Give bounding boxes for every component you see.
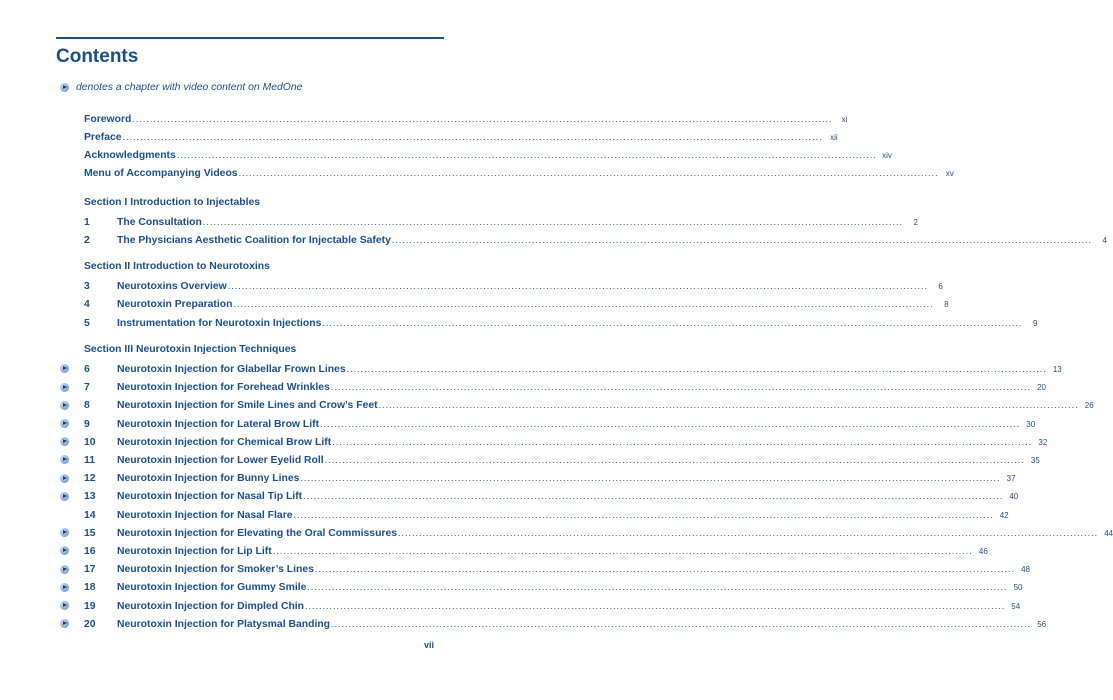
toc-entry-line: [117, 473, 1016, 485]
video-play-icon[interactable]: [60, 619, 69, 628]
dot-leader: ........................................................................................................................................................................................................: [202, 216, 903, 227]
chapter-number: 12: [84, 473, 96, 485]
page-number-ref: 46: [978, 546, 988, 556]
page-number-ref: 50: [1013, 583, 1023, 593]
chapter-number: 9: [84, 418, 90, 430]
chapter-number: 10: [84, 436, 96, 448]
toc-chapter-entry[interactable]: [60, 416, 1036, 432]
page-number-ref: 40: [1009, 492, 1019, 502]
dot-leader: ........................................................................................................................................................................................................: [331, 618, 1032, 629]
toc-entry-line: [117, 400, 1094, 412]
page-title: Contents: [56, 46, 139, 67]
chapter-title[interactable]: Neurotoxin Injection for Glabellar Frown Lines: [117, 363, 346, 375]
section-heading: Section I Introduction to Injectables: [84, 196, 261, 208]
toc-chapter-entry[interactable]: [60, 452, 1040, 468]
page-number-ref: 42: [999, 510, 1009, 520]
toc-chapter-entry[interactable]: [60, 507, 1009, 523]
chapter-number: 15: [84, 527, 96, 539]
chapter-number: 8: [84, 400, 90, 412]
toc-front-matter-entry[interactable]: [60, 166, 954, 182]
toc-chapter-entry[interactable]: [60, 232, 1107, 248]
page-number-ref: 35: [1030, 455, 1040, 465]
page-number-ref: 56: [1037, 619, 1047, 629]
page-number-ref: xiv: [882, 150, 892, 160]
toc-entry-line: [117, 582, 1023, 594]
chapter-title[interactable]: Neurotoxin Injection for Platysmal Banding: [117, 618, 331, 630]
toc-entry-line: [84, 113, 848, 125]
video-play-icon[interactable]: [60, 492, 69, 501]
chapter-title[interactable]: Neurotoxin Injection for Bunny Lines: [117, 473, 300, 485]
dot-leader: ........................................................................................................................................................................................................: [132, 113, 833, 124]
video-play-icon: [60, 83, 69, 92]
chapter-number: 17: [84, 564, 96, 576]
toc-chapter-entry[interactable]: [60, 380, 1046, 396]
page-number-ref: 26: [1084, 401, 1094, 411]
chapter-title[interactable]: Neurotoxin Injection for Nasal Flare: [117, 509, 293, 521]
page-number-ref: xi: [841, 114, 848, 124]
video-play-icon[interactable]: [60, 474, 69, 483]
chapter-title[interactable]: Neurotoxin Injection for Chemical Brow Lift: [117, 436, 332, 448]
dot-leader: ........................................................................................................................................................................................................: [391, 234, 1092, 245]
chapter-number: 3: [84, 281, 90, 293]
dot-leader: ........................................................................................................................................................................................................: [176, 149, 877, 160]
chapter-title[interactable]: Neurotoxin Preparation: [117, 299, 233, 311]
toc-entry-line: [117, 454, 1040, 466]
chapter-title[interactable]: The Consultation: [117, 216, 202, 228]
toc-entry-line: [117, 600, 1021, 612]
toc-chapter-entry[interactable]: [60, 580, 1023, 596]
legend-text: denotes a chapter with video content on MedOne: [76, 81, 303, 93]
chapter-number: 5: [84, 317, 90, 329]
page-number: vii: [424, 640, 435, 650]
dot-leader: ........................................................................................................................................................................................................: [233, 299, 934, 310]
chapter-number: 19: [84, 600, 96, 612]
video-play-icon[interactable]: [60, 565, 69, 574]
video-play-icon[interactable]: [60, 455, 69, 464]
dot-leader: ........................................................................................................................................................................................................: [332, 436, 1033, 447]
chapter-title[interactable]: Neurotoxin Injection for Elevating the Oral Commissures: [117, 527, 398, 539]
page-number-ref: 48: [1021, 565, 1030, 575]
chapter-title[interactable]: Neurotoxin Injection for Smile Lines and Crow’s Feet: [117, 400, 378, 412]
chapter-number: 20: [84, 618, 96, 630]
chapter-title[interactable]: Neurotoxin Injection for Lip Lift: [117, 545, 272, 557]
chapter-title[interactable]: Instrumentation for Neurotoxin Injections: [117, 317, 322, 329]
dot-leader: ........................................................................................................................................................................................................: [303, 491, 1004, 502]
section-heading: Section III Neurotoxin Injection Techniques: [84, 344, 297, 356]
toc-chapter-entry[interactable]: [60, 598, 1021, 614]
dot-leader: ........................................................................................................................................................................................................: [227, 281, 928, 292]
toc-front-matter-entry[interactable]: [60, 129, 838, 145]
video-play-icon[interactable]: [60, 383, 69, 392]
toc-chapter-entry[interactable]: [60, 297, 949, 313]
page-number-ref: 6: [938, 282, 943, 292]
chapter-number: 11: [84, 454, 95, 466]
dot-leader: ........................................................................................................................................................................................................: [314, 564, 1015, 575]
dot-leader: ........................................................................................................................................................................................................: [346, 363, 1047, 374]
dot-leader: ........................................................................................................................................................................................................: [122, 131, 823, 142]
dot-leader: ........................................................................................................................................................................................................: [307, 582, 1008, 593]
chapter-title[interactable]: The Physicians Aesthetic Coalition for Injectable Safety: [117, 234, 391, 246]
toc-entry-line: [117, 382, 1046, 394]
toc-entry-line: [117, 418, 1036, 430]
chapter-title[interactable]: Neurotoxin Injection for Gummy Smile: [117, 582, 307, 594]
page-number-ref: 9: [1033, 318, 1038, 328]
page-number-ref: 32: [1038, 437, 1048, 447]
page-number-ref: 30: [1026, 419, 1036, 429]
toc-chapter-entry[interactable]: [60, 471, 1016, 487]
toc-entry-line: [117, 363, 1062, 375]
toc-entry-line: [117, 299, 949, 311]
front-matter-title[interactable]: Preface: [84, 131, 122, 143]
dot-leader: ........................................................................................................................................................................................................: [378, 400, 1079, 411]
dot-leader: ........................................................................................................................................................................................................: [322, 317, 1023, 328]
video-play-icon[interactable]: [60, 528, 69, 537]
chapter-number: 1: [84, 216, 90, 228]
chapter-number: 2: [84, 234, 90, 246]
toc-chapter-entry[interactable]: [60, 434, 1048, 450]
video-play-icon[interactable]: [60, 601, 69, 610]
dot-leader: ........................................................................................................................................................................................................: [293, 509, 994, 520]
video-play-icon[interactable]: [60, 364, 69, 373]
toc-chapter-entry[interactable]: [60, 489, 1019, 505]
page-number-ref: 2: [913, 217, 918, 227]
toc-entry-line: [117, 317, 1038, 329]
chapter-title[interactable]: Neurotoxin Injection for Nasal Tip Lift: [117, 491, 303, 503]
toc-chapter-entry[interactable]: [60, 398, 1094, 414]
dot-leader: ........................................................................................................................................................................................................: [305, 600, 1006, 611]
toc-entry-line: [117, 491, 1019, 503]
chapter-title[interactable]: Neurotoxin Injection for Smoker’s Lines: [117, 564, 314, 576]
page-number-ref: 8: [944, 300, 949, 310]
chapter-title[interactable]: Neurotoxin Injection for Forehead Wrinkles: [117, 382, 330, 394]
chapter-number: 16: [84, 545, 96, 557]
toc-entry-line: [117, 545, 988, 557]
toc-entry-line: [117, 564, 1030, 576]
page-number-ref: 20: [1037, 383, 1046, 393]
top-rule: [56, 37, 444, 39]
toc-entry-line: [117, 216, 918, 228]
page-number-ref: xii: [830, 132, 838, 142]
toc-chapter-entry[interactable]: [60, 315, 1038, 331]
toc-entry-line: [117, 618, 1047, 630]
dot-leader: ........................................................................................................................................................................................................: [324, 454, 1025, 465]
toc-entry-line: [84, 149, 892, 161]
video-play-icon[interactable]: [60, 437, 69, 446]
page-number-ref: xv: [945, 169, 954, 179]
dot-leader: ........................................................................................................................................................................................................: [300, 473, 1001, 484]
chapter-number: 13: [84, 491, 96, 503]
toc-entry-line: [117, 509, 1009, 521]
chapter-title[interactable]: Neurotoxin Injection for Dimpled Chin: [117, 600, 305, 612]
chapter-title[interactable]: Neurotoxin Injection for Lower Eyelid Roll: [117, 454, 324, 466]
chapter-title[interactable]: Neurotoxins Overview: [117, 281, 227, 293]
dot-leader: ........................................................................................................................................................................................................: [272, 545, 973, 556]
toc-chapter-entry[interactable]: [60, 525, 1113, 541]
chapter-number: 7: [84, 382, 90, 394]
video-play-icon[interactable]: [60, 419, 69, 428]
toc-entry-line: [117, 234, 1107, 246]
front-matter-title[interactable]: Menu of Accompanying Videos: [84, 168, 238, 180]
toc-chapter-entry[interactable]: [60, 616, 1047, 632]
video-play-icon[interactable]: [60, 583, 69, 592]
toc-chapter-entry[interactable]: [60, 562, 1030, 578]
page-number-ref: 37: [1006, 474, 1016, 484]
toc-entry-line: [84, 131, 838, 143]
section-heading: Section II Introduction to Neurotoxins: [84, 261, 270, 273]
dot-leader: ........................................................................................................................................................................................................: [320, 418, 1021, 429]
chapter-number: 14: [84, 509, 96, 521]
toc-front-matter-entry[interactable]: [60, 111, 848, 127]
toc-entry-line: [84, 168, 954, 180]
dot-leader: ........................................................................................................................................................................................................: [238, 168, 939, 179]
front-matter-title[interactable]: Acknowledgments: [84, 149, 176, 161]
chapter-number: 6: [84, 363, 90, 375]
toc-chapter-entry[interactable]: [60, 543, 988, 559]
toc-chapter-entry[interactable]: [60, 214, 918, 230]
chapter-number: 4: [84, 299, 90, 311]
video-play-icon[interactable]: [60, 401, 69, 410]
chapter-title[interactable]: Neurotoxin Injection for Lateral Brow Lift: [117, 418, 320, 430]
video-play-icon[interactable]: [60, 546, 69, 555]
chapter-number: 18: [84, 582, 96, 594]
dot-leader: ........................................................................................................................................................................................................: [330, 382, 1031, 393]
toc-entry-line: [117, 527, 1113, 539]
page-number-ref: 44: [1104, 528, 1113, 538]
toc-chapter-entry[interactable]: [60, 279, 943, 295]
front-matter-title[interactable]: Foreword: [84, 113, 132, 125]
toc-chapter-entry[interactable]: [60, 361, 1062, 377]
page-number-ref: 13: [1052, 364, 1062, 374]
toc-front-matter-entry[interactable]: [60, 147, 892, 163]
toc-entry-line: [117, 436, 1048, 448]
toc-entry-line: [117, 281, 943, 293]
video-legend: [60, 80, 302, 94]
dot-leader: ........................................................................................................................................................................................................: [398, 527, 1099, 538]
page-number-ref: 4: [1102, 235, 1107, 245]
page-number-ref: 54: [1011, 601, 1021, 611]
